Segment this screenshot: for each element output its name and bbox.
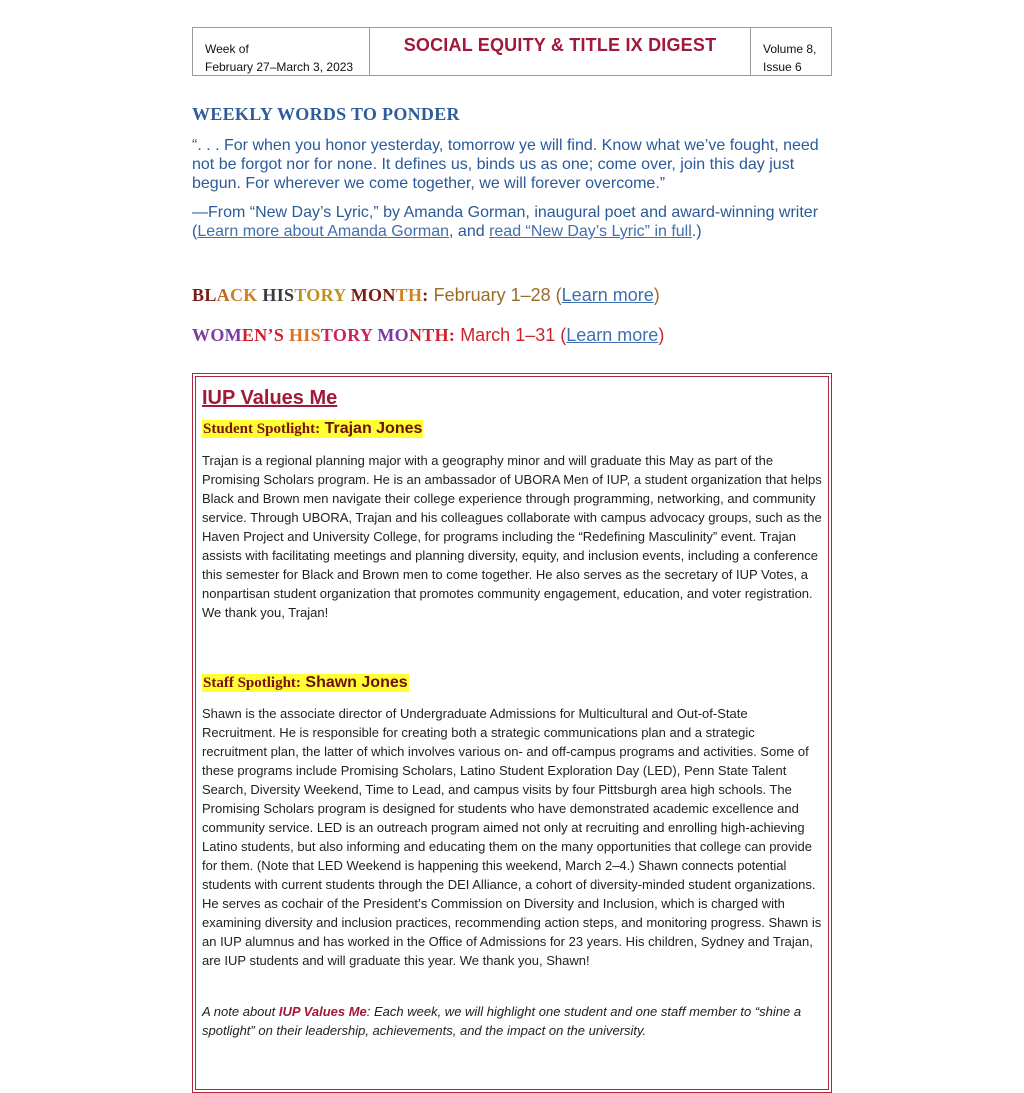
ponder-quote: “. . . For when you honor yesterday, tomorrow ye will find. Know what we’ve fought, need not be forgot nor for none. It defines us, binds us as one; come over, join this day just begun. For wherever we come together, we will forever overcome.” — [192, 137, 819, 192]
month-letter: N — [408, 325, 423, 345]
month-letter: C — [229, 285, 244, 305]
month-letter: R — [320, 285, 334, 305]
month-letter: : — [422, 285, 429, 305]
month-letter: M — [377, 325, 395, 345]
month-letter: O — [368, 285, 383, 305]
digest-header — [192, 27, 832, 76]
whm-learn-more-link[interactable]: Learn more — [566, 325, 659, 345]
month-letter: T — [395, 285, 408, 305]
month-letter: I — [276, 285, 284, 305]
ponder-attribution — [192, 203, 832, 241]
month-letter: N — [382, 285, 396, 305]
digest-title: SOCIAL EQUITY & TITLE IX DIGEST — [403, 35, 717, 55]
attribution-end: .) — [691, 223, 702, 240]
week-dates: February 27–March 3, 2023 — [205, 60, 354, 74]
month-letter: N — [254, 325, 268, 345]
note-prefix: A note about — [202, 1004, 279, 1019]
title-cell — [370, 28, 751, 75]
digest-page — [192, 27, 832, 1038]
month-letter: M — [350, 285, 369, 305]
black-history-month — [192, 284, 832, 306]
iup-values-box — [192, 373, 832, 1093]
iup-values-note — [202, 1002, 822, 1040]
month-letter: ’ — [267, 325, 274, 345]
month-letter: R — [347, 325, 360, 345]
whm-label — [192, 325, 455, 345]
month-letter: O — [394, 325, 409, 345]
month-letter: O — [306, 285, 321, 305]
staff-spotlight-heading — [202, 674, 409, 692]
whm-close: ) — [658, 325, 665, 345]
womens-history-month — [192, 324, 832, 346]
student-spotlight-heading — [202, 420, 423, 438]
read-lyric-link[interactable]: read “New Day’s Lyric” in full — [489, 223, 692, 240]
month-letter: A — [216, 285, 230, 305]
bhm-close: ) — [653, 285, 660, 305]
month-letter: B — [192, 285, 205, 305]
month-letter: M — [224, 325, 242, 345]
note-text: : Each week, we will highlight one student and one staff member to “shine a spotlight” on their leadership, achievements, and the impact on the university. — [202, 1004, 802, 1038]
staff-spotlight-label: Staff Spotlight: — [203, 675, 301, 691]
attribution-text: —From “New Day’s Lyric,” by Amanda Gorman, inaugural poet and award-winning writer ( — [192, 204, 819, 240]
month-letter: H — [407, 285, 423, 305]
month-letter: T — [320, 325, 333, 345]
volume-cell — [751, 28, 831, 75]
month-letter: H — [288, 325, 304, 345]
month-letter: Y — [359, 325, 373, 345]
ponder-title: WEEKLY WORDS TO PONDER — [192, 104, 460, 124]
iup-values-title: IUP Values Me — [202, 387, 338, 409]
month-letter: L — [204, 285, 217, 305]
staff-spotlight-text: Shawn is the associate director of Undergraduate Admissions for Multicultural and Out-of-State Recruitment. He is responsible for creating both a strategic communications plan and a strategic recruitment plan, the latter of which involves various on- and off-campus programs and activities. Some of these programs include Promising Scholars, Latino Student Exploration Day (LED), Penn State Talent Search, Diversity Weekend, Time to Lead, and campus visits by four Pittsburgh area high schools. The Promising Scholars program is designed for students who have demonstrated academic excellence and community service. LED is an outreach program aimed not only at recruiting and enrolling high-achieving Latino students, but also informing and educating them on the many opportunities that college can provide for them. (Note that LED Weekend is happening this weekend, March 2–4.) Shawn connects potential students with current students through the DEI Alliance, a cohort of diversity-minded student organizations. He serves as cochair of the President’s Commission on Diversity and Inclusion, which is charged with examining diversity and inclusion practices, recommending action steps, and monitoring progress. Shawn is an IUP alumnus and has worked in the Office of Admissions for 23 years. His children, Sydney and Trajan, are IUP students and will graduate this year. We thank you, Shawn! — [202, 706, 822, 968]
iup-values-inner — [195, 376, 829, 1090]
student-name: Trajan Jones — [324, 420, 423, 437]
bhm-dates: February 1–28 ( — [433, 285, 562, 305]
month-letter: E — [241, 325, 255, 345]
month-letter: W — [192, 325, 211, 345]
month-letter: O — [332, 325, 348, 345]
bhm-learn-more-link[interactable]: Learn more — [561, 285, 654, 305]
month-letter: K — [243, 285, 258, 305]
month-letter: I — [303, 325, 311, 345]
student-spotlight-label: Student Spotlight: — [203, 421, 321, 437]
month-letter: H — [262, 285, 277, 305]
week-label: Week of — [205, 42, 249, 56]
bhm-label — [192, 285, 429, 305]
staff-name: Shawn Jones — [305, 674, 408, 691]
month-letter: : — [448, 325, 456, 345]
week-cell — [193, 28, 370, 75]
month-letter: T — [294, 285, 307, 305]
whm-dates: March 1–31 ( — [460, 325, 567, 345]
issue-label: Issue 6 — [763, 60, 802, 74]
volume-label: Volume 8, — [763, 42, 817, 56]
month-letter: O — [210, 325, 225, 345]
attribution-mid: , and — [449, 223, 490, 240]
month-letter: H — [434, 325, 449, 345]
month-letter: S — [310, 325, 321, 345]
month-letter: S — [284, 285, 295, 305]
month-letter: S — [273, 325, 285, 345]
note-bold: IUP Values Me — [278, 1004, 367, 1019]
month-letter: T — [422, 325, 435, 345]
student-spotlight-text: Trajan is a regional planning major with a geography minor and will graduate this May as part of the Promising Scholars program. He is an ambassador of UBORA Men of IUP, a student organization that helps Black and Brown men navigate their college experience through programming, networking, and community service. Through UBORA, Trajan and his colleagues collaborate with campus advocacy groups, such as the Haven Project and University College, for programs including the “Redefining Masculinity” event. Trajan assists with facilitating meetings and planning diversity, equity, and inclusion events, including a conference this semester for Black and Brown men to come together. He also serves as the secretary of IUP Votes, a nonpartisan student organization that promotes community engagement, education, and voter registration. We thank you, Trajan! — [202, 453, 822, 620]
learn-more-gorman-link[interactable]: Learn more about Amanda Gorman — [197, 223, 450, 240]
month-letter: Y — [333, 285, 346, 305]
